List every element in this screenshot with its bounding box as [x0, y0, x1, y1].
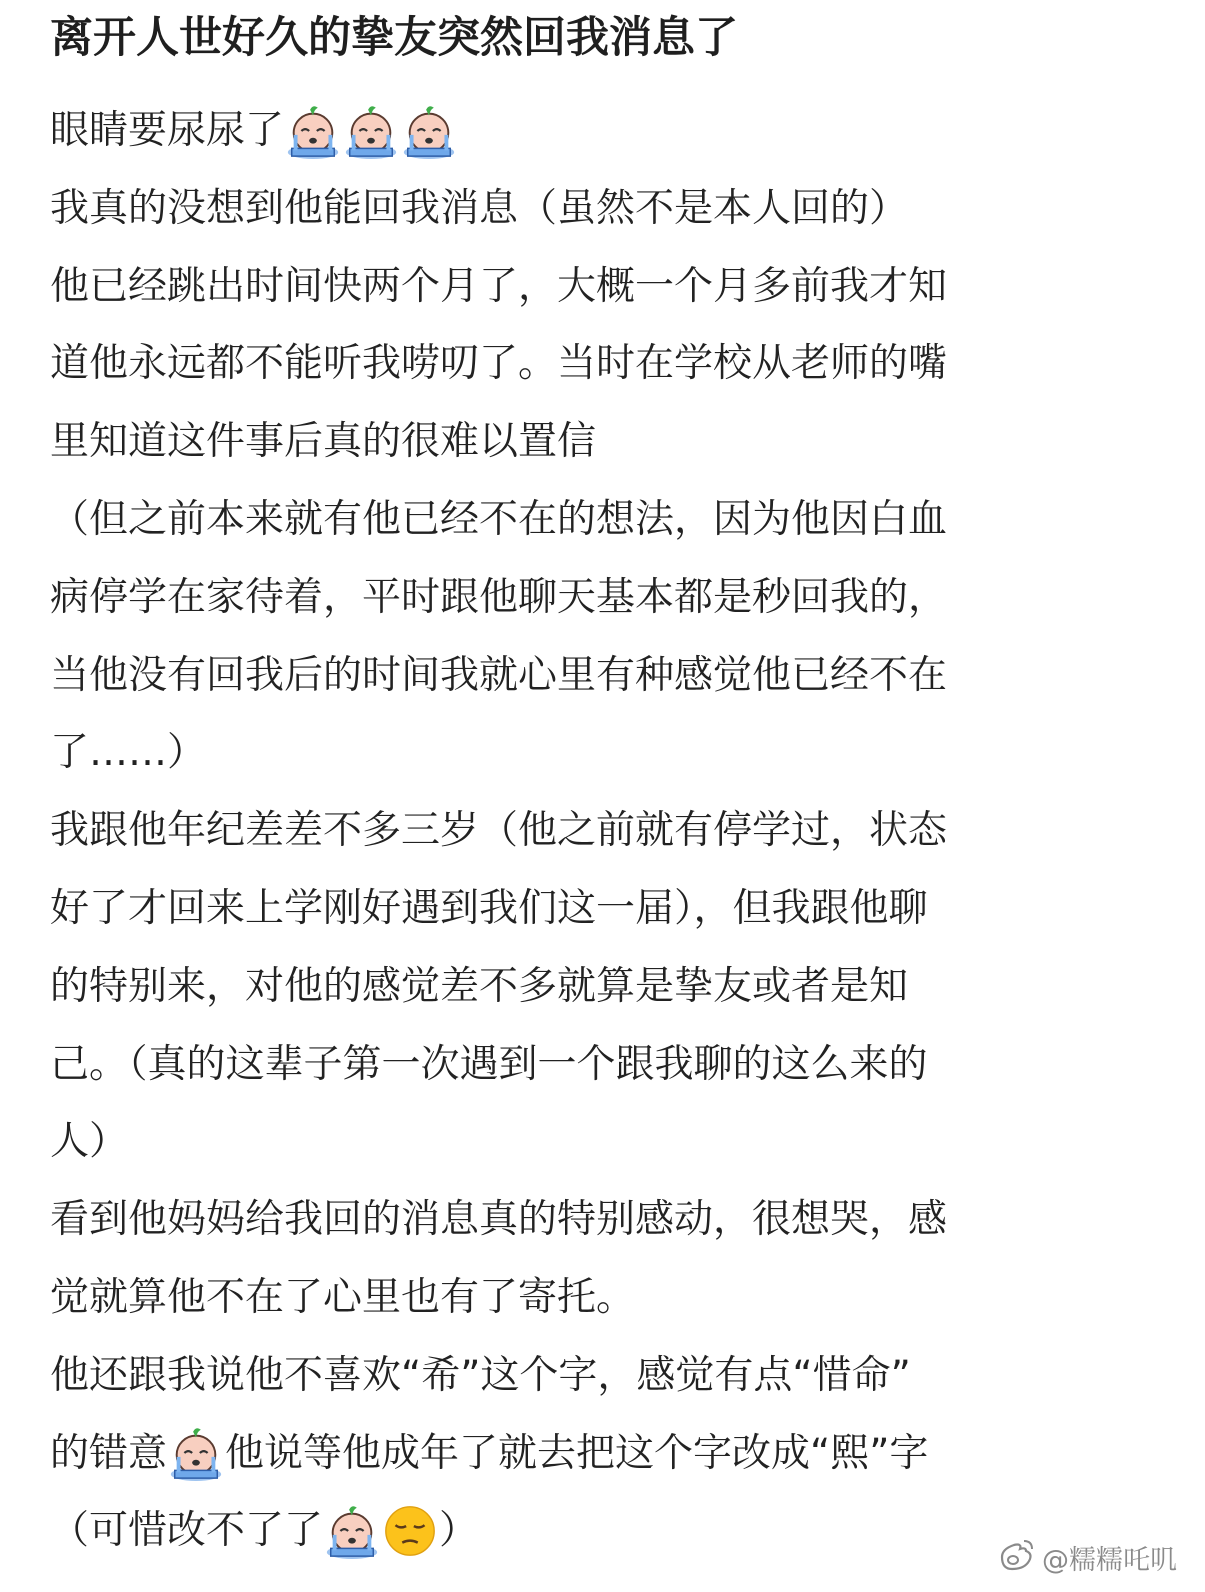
text-segment: 道他永远都不能听我唠叨了。当时在学校从老师的嘴: [50, 341, 948, 387]
watermark: [996, 1537, 1177, 1578]
text-line: [50, 92, 1145, 170]
text-segment: 的错意: [50, 1430, 168, 1476]
text-segment: 己。（真的这辈子第一次遇到一个跟我聊的这么来的: [50, 1041, 928, 1087]
text-segment: 他已经跳出时间快两个月了，大概一个月多前我才知: [50, 263, 948, 309]
text-line: [50, 559, 1145, 637]
text-segment: 看到他妈妈给我回的消息真的特别感动，很想哭，感: [50, 1197, 948, 1243]
post-title: 离开人世好久的挚友突然回我消息了: [50, 13, 738, 63]
text-line: [50, 170, 1145, 248]
text-segment: 眼睛要尿尿了: [50, 108, 285, 153]
text-line: [50, 1181, 1145, 1259]
text-segment: 他说等他成年了就去把这个字改成“熙”字: [225, 1430, 929, 1476]
text-segment: 里知道这件事后真的很难以置信: [50, 419, 597, 465]
post-body: [50, 92, 1145, 1570]
weibo-icon: [996, 1537, 1036, 1578]
text-segment: 的特别来，对他的感觉差不多就算是挚友或者是知: [50, 963, 909, 1009]
crying-peach-emoji-icon: [400, 102, 458, 160]
text-segment: （可惜改不了了: [50, 1508, 324, 1554]
text-segment: 觉就算他不在了心里也有了寄托。: [50, 1274, 636, 1320]
crying-peach-emoji-icon: [342, 102, 400, 160]
crying-peach-emoji-icon: [323, 1502, 381, 1560]
text-line: [50, 481, 1145, 559]
text-segment: 病停学在家待着，平时跟他聊天基本都是秒回我的，: [50, 574, 948, 620]
text-segment: 人）: [50, 1119, 129, 1165]
text-line: [50, 1103, 1145, 1181]
text-line: [50, 792, 1145, 870]
text-segment: 了……）: [50, 730, 207, 776]
text-line: [50, 1026, 1145, 1104]
text-segment: 我跟他年纪差差不多三岁（他之前就有停学过，状态: [50, 808, 948, 854]
text-line: [50, 1259, 1145, 1337]
text-line: [50, 248, 1145, 326]
text-line: [50, 948, 1145, 1026]
text-line: [50, 1337, 1145, 1415]
text-line: [50, 714, 1145, 792]
pensive-face-emoji-icon: [381, 1502, 439, 1560]
crying-peach-emoji-icon: [167, 1424, 225, 1482]
text-segment: （但之前本来就有他已经不在的想法，因为他因白血: [50, 496, 948, 542]
text-line: [50, 325, 1145, 403]
text-line: [50, 637, 1145, 715]
text-segment: 我真的没想到他能回我消息（虽然不是本人回的）: [50, 185, 909, 231]
text-line: [50, 870, 1145, 948]
text-line: [50, 1492, 1145, 1570]
crying-peach-emoji-icon: [284, 102, 342, 160]
text-segment: 当他没有回我后的时间我就心里有种感觉他已经不在: [50, 652, 948, 698]
text-line: [50, 403, 1145, 481]
text-line: [50, 1415, 1145, 1493]
text-segment: ）: [439, 1508, 479, 1554]
watermark-text: @糯糯吒叽: [1042, 1545, 1177, 1576]
text-segment: 好了才回来上学刚好遇到我们这一届），但我跟他聊: [50, 885, 928, 931]
text-segment: 他还跟我说他不喜欢“希”这个字，感觉有点“惜命”: [50, 1352, 911, 1398]
